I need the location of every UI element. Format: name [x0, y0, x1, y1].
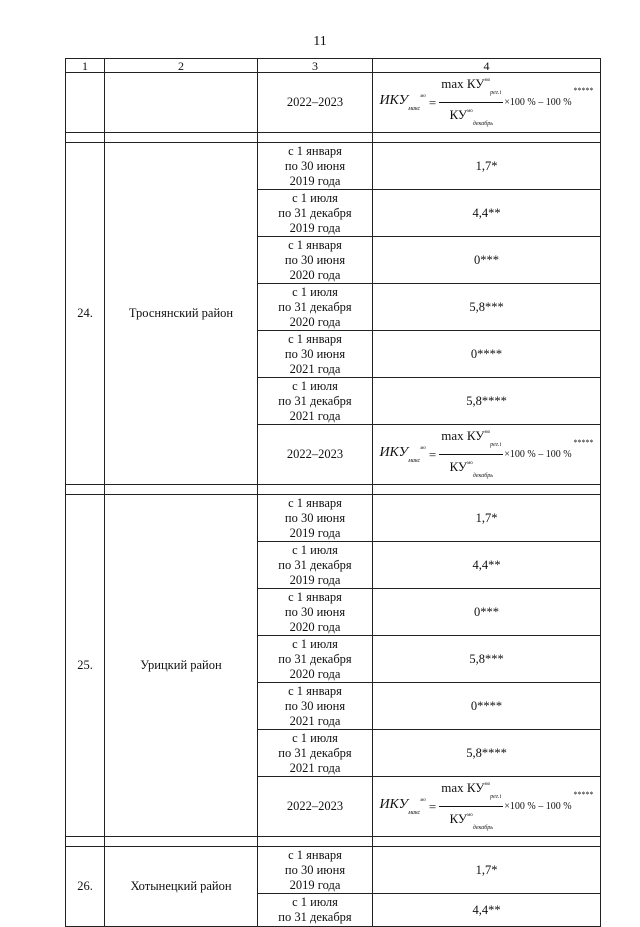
period-row	[66, 847, 601, 894]
period-line: 2021 года	[289, 408, 341, 423]
period-cell	[258, 683, 373, 730]
coefficient-value: 5,8***	[373, 284, 601, 331]
coefficient-value: 0***	[373, 589, 601, 636]
page-number: 11	[313, 34, 327, 49]
period-line: по 31 декабря	[278, 393, 352, 408]
coefficient-value: 1,7*	[373, 143, 601, 190]
formula-fraction: $\frac{\max КУ^{мо}_{рег.i}}{КУ^{мо}_{декабрь}}$	[439, 777, 503, 836]
period-line: по 30 июня	[284, 510, 346, 525]
period-cell	[258, 284, 373, 331]
district-name: Троснянский район	[105, 143, 258, 485]
period-line: 2019 года	[289, 877, 341, 892]
period-line: 2021 года	[289, 760, 341, 775]
period-line: по 30 июня	[284, 862, 346, 877]
spacer-row	[66, 133, 601, 143]
coefficient-value: 0****	[373, 683, 601, 730]
formula-lhs: $ИКУ_{макс}^{мо}$	[379, 92, 426, 112]
row-number: 26.	[66, 847, 105, 927]
coefficient-value: 4,4**	[373, 190, 601, 237]
coefficient-value: 0***	[373, 237, 601, 284]
period-line: 2021 года	[289, 713, 341, 728]
period-line: по 30 июня	[284, 158, 346, 173]
formula: $ИКУ_{макс}^{мо}$ = $\frac{\max КУ^{мо}_{рег.i}}{КУ^{мо}_{декабрь}}$ ×100 % – 100 % *****	[379, 73, 593, 132]
period-cell: 2022–2023	[258, 425, 373, 485]
period-cell	[258, 542, 373, 589]
period-line: по 31 декабря	[278, 557, 352, 572]
period-line: по 30 июня	[284, 252, 346, 267]
spacer-row	[66, 837, 601, 847]
coefficient-value: 0****	[373, 331, 601, 378]
header-cell: 2	[105, 59, 258, 73]
period-line: по 30 июня	[284, 604, 346, 619]
period-line: с 1 января	[288, 237, 342, 252]
period-line: с 1 июля	[292, 190, 338, 205]
coefficient-value: 5,8***	[373, 636, 601, 683]
period-line: по 31 декабря	[278, 299, 352, 314]
coefficient-value: 5,8****	[373, 378, 601, 425]
period-line: с 1 июля	[292, 542, 338, 557]
formula-lhs: $ИКУ_{макс}^{мо}$	[379, 444, 426, 464]
period-line: с 1 января	[288, 847, 342, 862]
period-row	[66, 143, 601, 190]
period-cell: 2022–2023	[258, 73, 373, 133]
period-line: 2020 года	[289, 314, 341, 329]
period-line: 2019 года	[289, 220, 341, 235]
district-name	[105, 73, 258, 133]
formula-fraction: $\frac{\max КУ^{мо}_{рег.i}}{КУ^{мо}_{декабрь}}$	[439, 425, 503, 484]
period-line: с 1 января	[288, 683, 342, 698]
period-cell	[258, 495, 373, 542]
period-line: 2020 года	[289, 267, 341, 282]
period-row	[66, 495, 601, 542]
district-name: Хотынецкий район	[105, 847, 258, 927]
period-cell	[258, 636, 373, 683]
period-line: 2020 года	[289, 619, 341, 634]
period-line: с 1 июля	[292, 636, 338, 651]
header-cell: 3	[258, 59, 373, 73]
period-line: с 1 июля	[292, 895, 338, 909]
formula: $ИКУ_{макс}^{мо}$ = $\frac{\max КУ^{мо}_{рег.i}}{КУ^{мо}_{декабрь}}$ ×100 % – 100 % *****	[379, 425, 593, 484]
continuation-row	[66, 73, 601, 133]
coefficient-value: 4,4**	[373, 894, 601, 927]
header-cell: 1	[66, 59, 105, 73]
period-line: с 1 января	[288, 331, 342, 346]
period-line: по 30 июня	[284, 346, 346, 361]
period-line: с 1 июля	[292, 284, 338, 299]
period-line: с 1 января	[288, 589, 342, 604]
period-line: 2021 года	[289, 361, 341, 376]
coefficient-value: 1,7*	[373, 495, 601, 542]
row-number: 25.	[66, 495, 105, 837]
period-line: 2019 года	[289, 572, 341, 587]
period-cell	[258, 190, 373, 237]
period-cell	[258, 143, 373, 190]
coefficient-value: 4,4**	[373, 542, 601, 589]
period-line: с 1 июля	[292, 378, 338, 393]
coefficient-value: 1,7*	[373, 847, 601, 894]
period-line: по 31 декабря	[278, 910, 352, 924]
district-name: Урицкий район	[105, 495, 258, 837]
formula: $ИКУ_{макс}^{мо}$ = $\frac{\max КУ^{мо}_{рег.i}}{КУ^{мо}_{декабрь}}$ ×100 % – 100 % *****	[379, 777, 593, 836]
row-number: 24.	[66, 143, 105, 485]
header-row	[66, 59, 601, 73]
period-cell	[258, 847, 373, 894]
formula-cell	[373, 777, 601, 837]
period-cell	[258, 331, 373, 378]
period-line: 2020 года	[289, 666, 341, 681]
coefficient-value: 5,8****	[373, 730, 601, 777]
period-cell	[258, 378, 373, 425]
row-number	[66, 73, 105, 133]
period-line: с 1 января	[288, 143, 342, 158]
period-line: по 31 декабря	[278, 745, 352, 760]
period-line: 2019 года	[289, 525, 341, 540]
formula-cell	[373, 425, 601, 485]
period-line: по 31 декабря	[278, 651, 352, 666]
period-line: по 31 декабря	[278, 205, 352, 220]
period-cell	[258, 237, 373, 284]
period-line: 2019 года	[289, 173, 341, 188]
header-cell: 4	[373, 59, 601, 73]
formula-cell	[373, 73, 601, 133]
period-line: по 30 июня	[284, 698, 346, 713]
period-cell	[258, 730, 373, 777]
formula-fraction: $\frac{\max КУ^{мо}_{рег.i}}{КУ^{мо}_{декабрь}}$	[439, 73, 503, 132]
period-cell	[258, 589, 373, 636]
spacer-row	[66, 485, 601, 495]
period-cell: 2022–2023	[258, 777, 373, 837]
period-line: с 1 июля	[292, 730, 338, 745]
formula-lhs: $ИКУ_{макс}^{мо}$	[379, 796, 426, 816]
tariff-table	[65, 58, 601, 927]
period-line: с 1 января	[288, 495, 342, 510]
period-cell	[258, 894, 373, 927]
